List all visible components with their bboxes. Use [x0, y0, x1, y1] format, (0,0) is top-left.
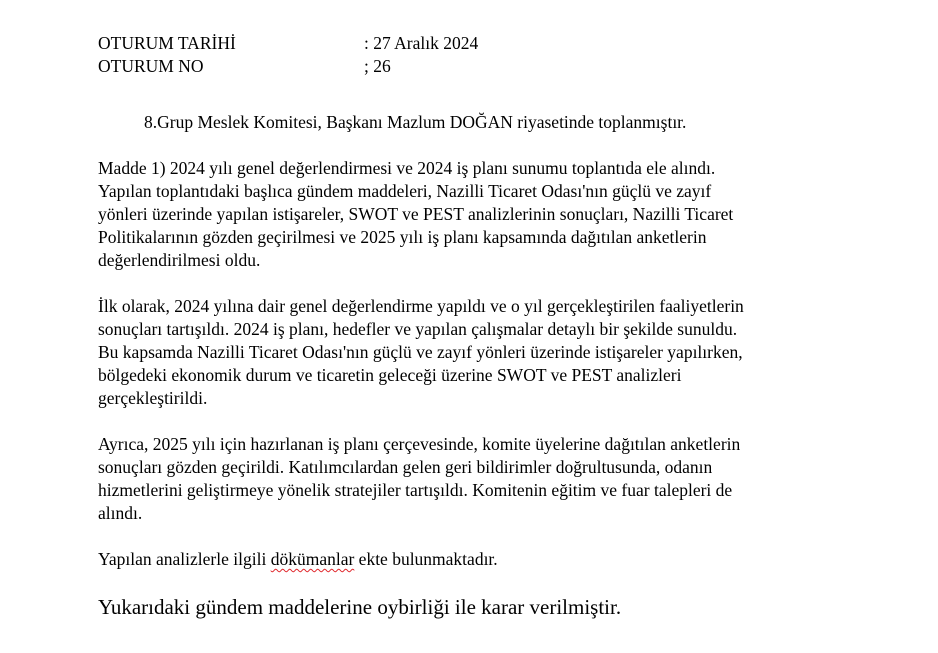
paragraph-line: Yapılan toplantıdaki başlıca gündem maddeleri, Nazilli Ticaret Odası'nın güçlü ve zayıf	[98, 181, 712, 201]
attachment-note	[98, 548, 843, 571]
session-no-label: OTURUM NO	[98, 56, 204, 76]
paragraph-line: hizmetlerini geliştirmeye yönelik stratejiler tartışıldı. Komitenin eğitim ve fuar talepleri de	[98, 480, 733, 500]
session-date-label: OTURUM TARİHİ	[98, 33, 236, 53]
attachment-note-line	[98, 548, 843, 571]
paragraph-line: sonuçları tartışıldı. 2024 iş planı, hedefler ve yapılan çalışmalar detaylı bir şekilde sunuldu.	[98, 319, 738, 339]
paragraph-line: sonuçları gözden geçirildi. Katılımcılardan gelen geri bildirimler doğrultusunda, odanın	[98, 457, 713, 477]
misspelled-word[interactable]: dökümanlar	[270, 549, 355, 569]
paragraph-line: alındı.	[98, 503, 143, 523]
session-no-value: ; 26	[364, 56, 391, 76]
paragraph-line: Ayrıca, 2025 yılı için hazırlanan iş planı çerçevesinde, komite üyelerine dağıtılan anketlerin	[98, 434, 741, 454]
paragraph-line: yönleri üzerinde yapılan istişareler, SWOT ve PEST analizlerinin sonuçları, Nazilli Ticaret	[98, 204, 734, 224]
paragraph-line: değerlendirilmesi oldu.	[98, 250, 261, 270]
paragraph-evaluation	[98, 295, 843, 410]
paragraph-line: İlk olarak, 2024 yılına dair genel değerlendirme yapıldı ve o yıl gerçekleştirilen faaliyetlerin	[98, 296, 744, 316]
paragraph-line: gerçekleştirildi.	[98, 388, 208, 408]
attachment-note-before: Yapılan analizlerle ilgili	[98, 549, 271, 569]
paragraph-line: Madde 1) 2024 yılı genel değerlendirmesi ve 2024 iş planı sunumu toplantıda ele alındı.	[98, 158, 716, 178]
attachment-note-after: ekte bulunmaktadır.	[354, 549, 498, 569]
intro-sentence: 8.Grup Meslek Komitesi, Başkanı Mazlum DOĞAN riyasetinde toplanmıştır.	[144, 112, 687, 132]
session-no-row	[98, 55, 843, 78]
conclusion-sentence: Yukarıdaki gündem maddelerine oybirliği ile karar verilmiştir.	[98, 595, 622, 619]
session-date-value: : 27 Aralık 2024	[364, 33, 479, 53]
session-date-row	[98, 32, 843, 55]
paragraph-line: bölgedeki ekonomik durum ve ticaretin geleceği üzerine SWOT ve PEST analizleri	[98, 365, 682, 385]
paragraph-line: Bu kapsamda Nazilli Ticaret Odası'nın güçlü ve zayıf yönleri üzerinde istişareler yapılırken,	[98, 342, 743, 362]
paragraph-line: Politikalarının gözden geçirilmesi ve 2025 yılı iş planı kapsamında dağıtılan anketlerin	[98, 227, 707, 247]
paragraph-survey	[98, 433, 843, 525]
document-page	[98, 32, 843, 621]
paragraph-agenda	[98, 157, 843, 272]
